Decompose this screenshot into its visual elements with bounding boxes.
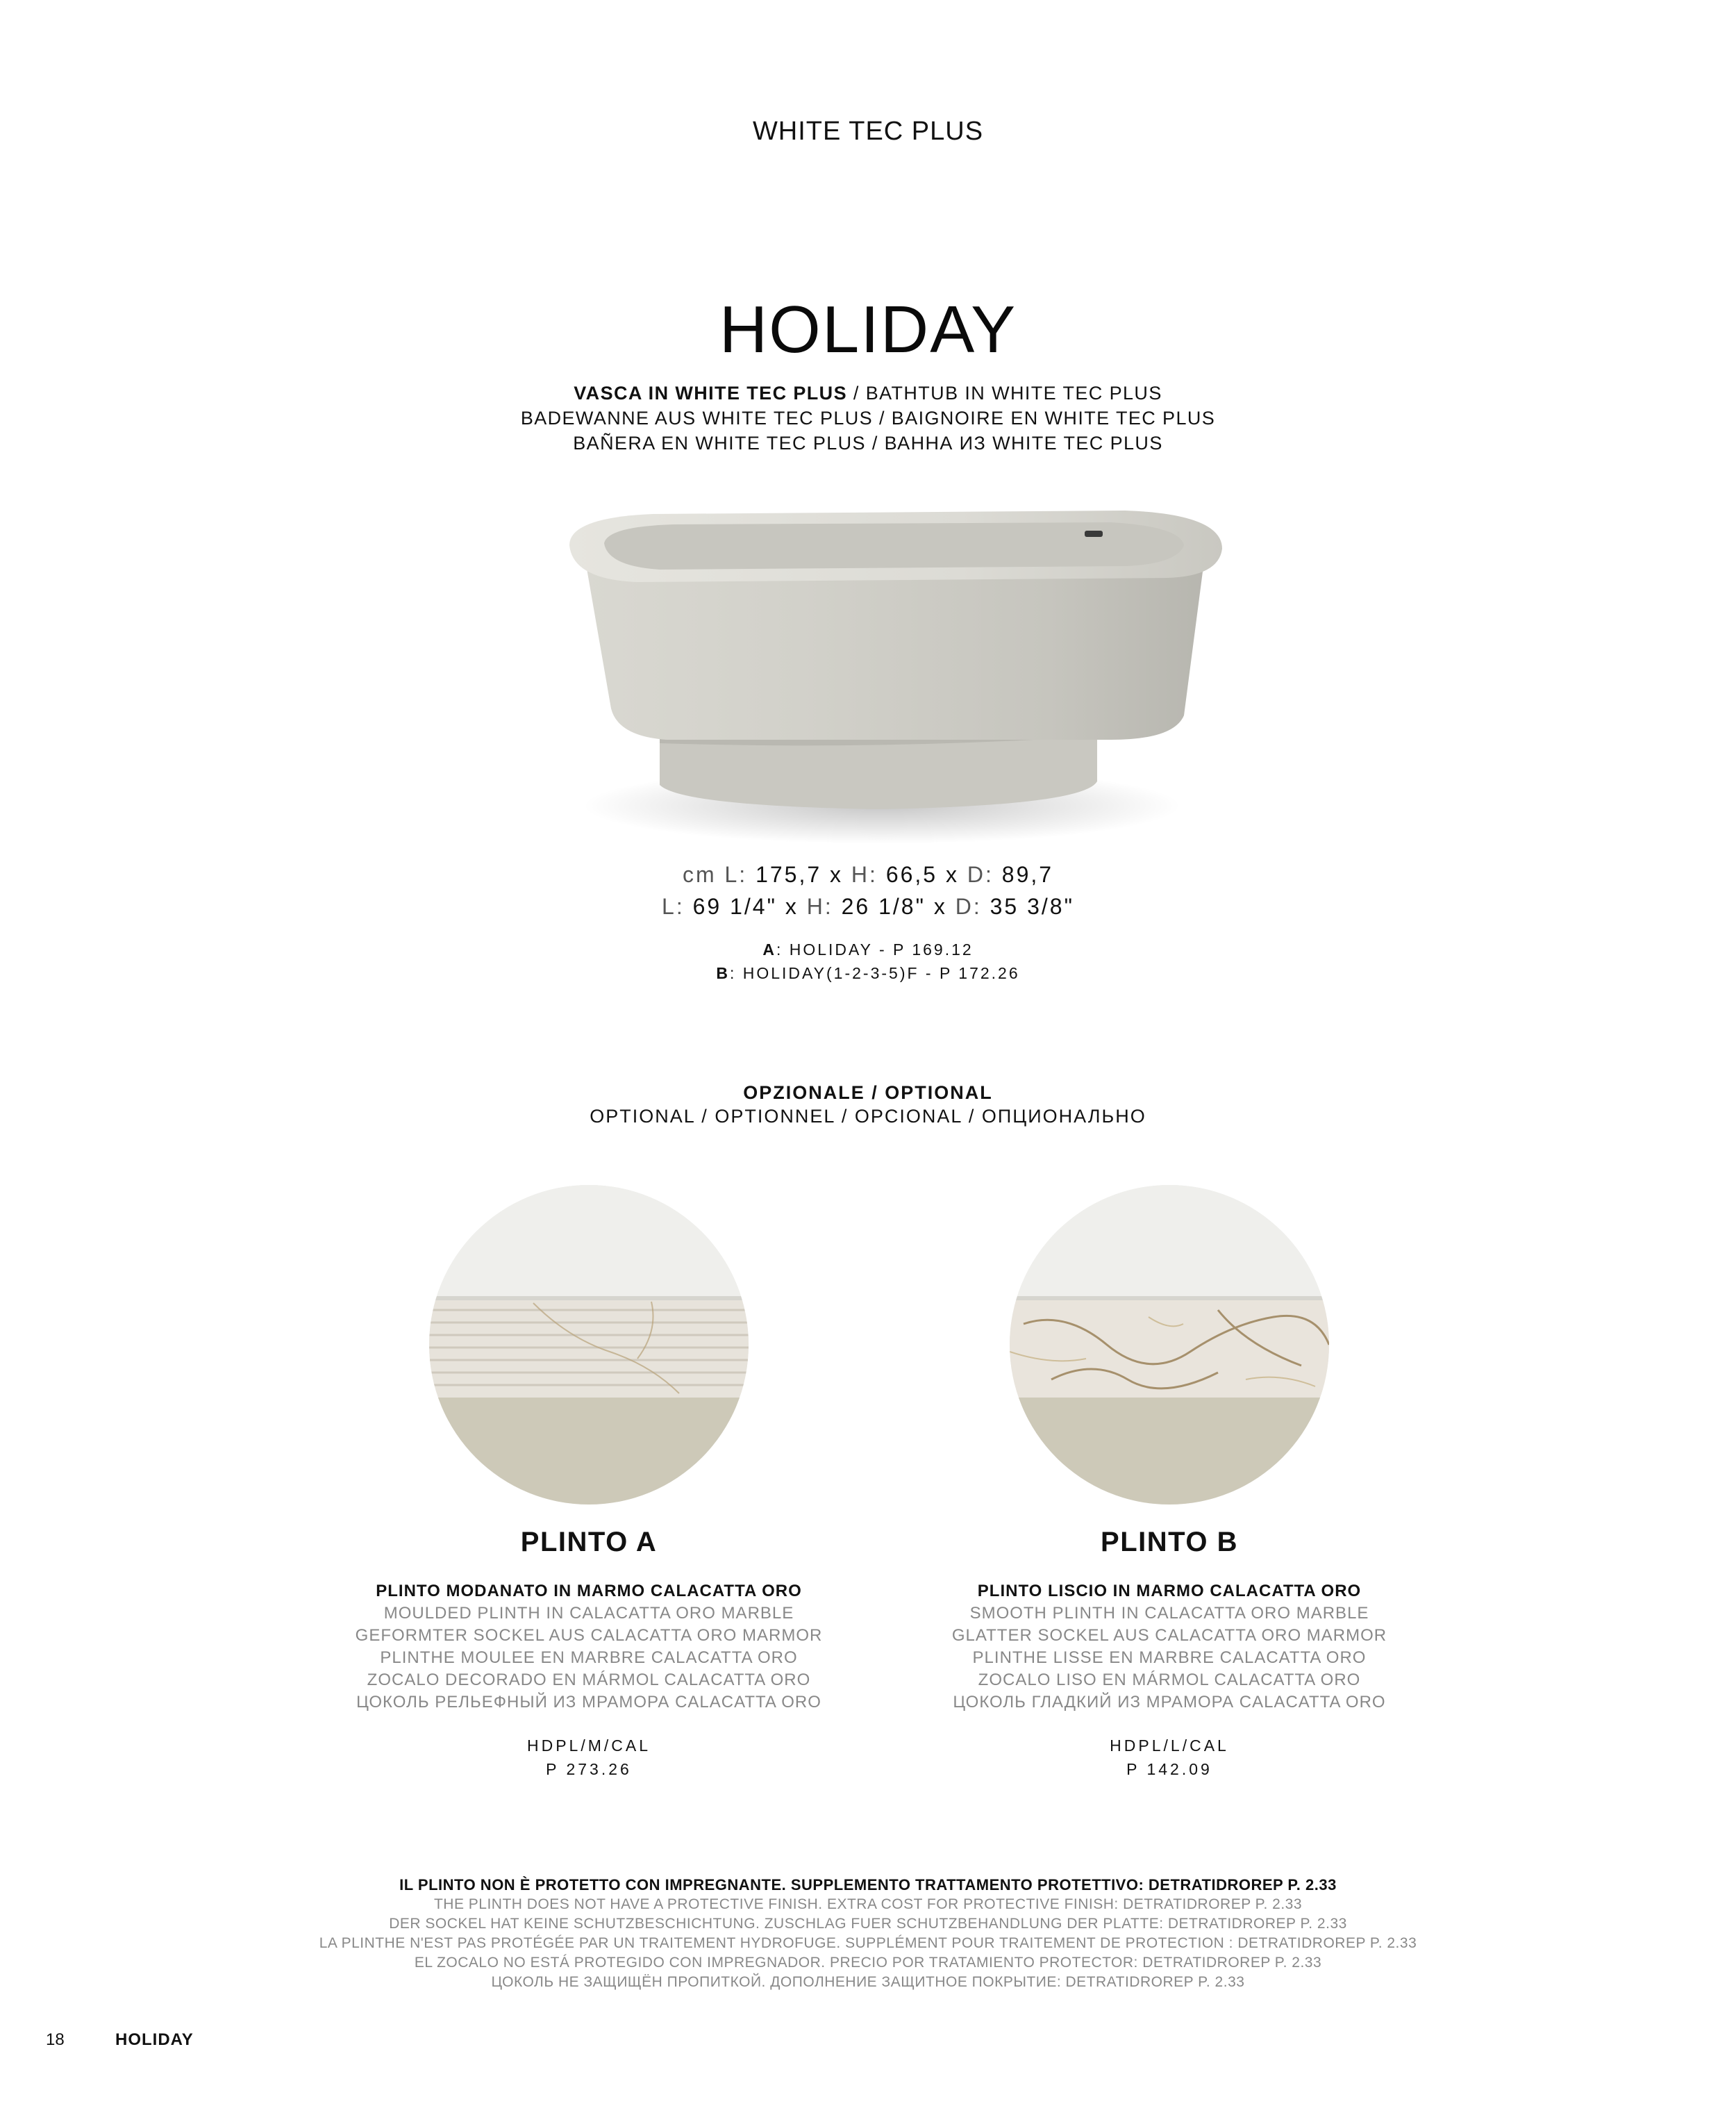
plinth-a-price: P 273.26	[546, 1760, 632, 1778]
dim-in-d-label: D:	[955, 894, 982, 919]
plinth-a-desc-line: ZOCALO DECORADO EN MÁRMOL CALACATTA ORO	[367, 1671, 811, 1689]
dim-cm-l-label: L:	[724, 862, 748, 887]
plinth-a-image	[429, 1185, 749, 1505]
dim-cm-h-value: 66,5	[885, 862, 938, 887]
plinth-a-desc-line: ЦОКОЛЬ РЕЛЬЕФНЫЙ ИЗ МРАМОРА CALACATTA ORO	[356, 1693, 821, 1711]
plinth-b-code-block	[878, 1734, 1461, 1781]
note-line: THE PLINTH DOES NOT HAVE A PROTECTIVE FINISH. EXTRA COST FOR PROTECTIVE FINISH: DETRATIDROREP P. 2.33	[433, 1896, 1303, 1912]
note-line: EL ZOCALO NO ESTÁ PROTEGIDO CON IMPREGNADOR. PRECIO POR TRATAMIENTO PROTECTOR: DETRATIDROREP P. 2.33	[414, 1955, 1322, 1971]
plinth-a-code-block	[297, 1734, 880, 1781]
note-line: ЦОКОЛЬ НЕ ЗАЩИЩЁН ПРОПИТКОЙ. ДОПОЛНЕНИЕ ЗАЩИТНОЕ ПОКРЫТИЕ: DETRATIDROREP P. 2.33	[491, 1974, 1245, 1990]
bathtub-image	[556, 500, 1236, 854]
plinth-b-code: HDPL/L/CAL	[1110, 1736, 1229, 1755]
plinth-a-code: HDPL/M/CAL	[526, 1736, 651, 1755]
note-line: IL PLINTO NON È PROTETTO CON IMPREGNANTE. SUPPLEMENTO TRATTAMENTO PROTETTIVO: DETRATIDROREP P. 2.33	[399, 1876, 1337, 1893]
dim-cm-unit: cm	[682, 862, 717, 887]
subtitle-line-3: BAÑERA EN WHITE TEC PLUS / ВАННА ИЗ WHITE TEC PLUS	[573, 433, 1163, 454]
plinth-b-price: P 142.09	[1126, 1760, 1212, 1778]
dim-cm-d-value: 89,7	[1001, 862, 1054, 887]
dimensions	[0, 859, 1736, 922]
dim-sep: x	[785, 894, 799, 919]
optional-line-1: OPZIONALE / OPTIONAL	[743, 1082, 993, 1103]
dim-sep: x	[830, 862, 844, 887]
page-number: 18	[46, 2030, 65, 2049]
subtitle-line-2: BADEWANNE AUS WHITE TEC PLUS / BAIGNOIRE EN WHITE TEC PLUS	[520, 408, 1216, 429]
optional-line-2: OPTIONAL / OPTIONNEL / OPCIONAL / ОПЦИОНАЛЬНО	[590, 1106, 1146, 1127]
plinth-b-desc-line: SMOOTH PLINTH IN CALACATTA ORO MARBLE	[969, 1604, 1369, 1623]
dim-sep: x	[945, 862, 959, 887]
dim-cm-l-value: 175,7	[756, 862, 822, 887]
plinth-a-desc-line: MOULDED PLINTH IN CALACATTA ORO MARBLE	[383, 1604, 794, 1623]
plinth-b-illustration	[1010, 1185, 1329, 1505]
product-title: HOLIDAY	[719, 292, 1017, 367]
product-codes	[0, 938, 1736, 985]
plinth-a-desc-line: PLINTHE MOULEE EN MARBRE CALACATTA ORO	[380, 1648, 798, 1667]
plinth-b-desc-line: GLATTER SOCKEL AUS CALACATTA ORO MARMOR	[951, 1626, 1387, 1645]
plinth-a-illustration	[429, 1185, 749, 1505]
dim-in-h-value: 26 1/8"	[841, 894, 926, 919]
plinth-b-description	[878, 1580, 1461, 1714]
dim-in-l-value: 69 1/4"	[692, 894, 777, 919]
dimensions-cm	[0, 859, 1736, 890]
protective-finish-note	[0, 1875, 1736, 1992]
dim-in-l-label: L:	[662, 894, 685, 919]
plinth-b-desc-line: PLINTHE LISSE EN MARBRE CALACATTA ORO	[972, 1648, 1367, 1667]
plinth-b-desc-line: PLINTO LISCIO IN MARMO CALACATTA ORO	[977, 1582, 1362, 1600]
dim-sep: x	[933, 894, 947, 919]
subtitle-bold: VASCA IN WHITE TEC PLUS	[574, 383, 847, 404]
note-line: LA PLINTHE N'EST PAS PROTÉGÉE PAR UN TRAITEMENT HYDROFUGE. SUPPLÉMENT POUR TRAITEMENT DE PROTECTION : DETRATIDROREP P. 2.33	[319, 1935, 1417, 1951]
code-b-text: : HOLIDAY(1-2-3-5)F - P 172.26	[729, 964, 1020, 982]
footer-title: HOLIDAY	[115, 2030, 194, 2049]
code-a-text: : HOLIDAY - P 169.12	[776, 940, 974, 959]
dim-cm-h-label: H:	[851, 862, 878, 887]
product-subtitle	[0, 381, 1736, 456]
dimensions-inch	[0, 890, 1736, 922]
code-a	[0, 938, 1736, 961]
plinth-b-image	[1010, 1185, 1329, 1505]
subtitle-line-1	[0, 381, 1736, 406]
plinth-b-desc-line: ZOCALO LISO EN MÁRMOL CALACATTA ORO	[978, 1671, 1361, 1689]
dim-cm-d-label: D:	[967, 862, 994, 887]
plinth-a-desc-line: GEFORMTER SOCKEL AUS CALACATTA ORO MARMOR	[355, 1626, 823, 1645]
plinth-b-title: PLINTO B	[1101, 1527, 1238, 1557]
dim-in-h-label: H:	[806, 894, 833, 919]
code-b	[0, 961, 1736, 985]
plinth-b-desc-line: ЦОКОЛЬ ГЛАДКИЙ ИЗ МРАМОРА CALACATTA ORO	[953, 1693, 1386, 1711]
section-header: WHITE TEC PLUS	[752, 117, 984, 146]
plinth-a-title: PLINTO A	[520, 1527, 658, 1557]
dim-in-d-value: 35 3/8"	[990, 894, 1074, 919]
code-b-key: B	[716, 964, 730, 982]
note-line: DER SOCKEL HAT KEINE SCHUTZBESCHICHTUNG. ZUSCHLAG FUER SCHUTZBEHANDLUNG DER PLATTE: DETRATIDROREP P. 2.33	[389, 1916, 1347, 1932]
plinth-a-desc-line: PLINTO MODANATO IN MARMO CALACATTA ORO	[376, 1582, 802, 1600]
plinth-a-description	[297, 1580, 880, 1714]
subtitle-rest: / BATHTUB IN WHITE TEC PLUS	[846, 383, 1162, 404]
optional-heading	[0, 1081, 1736, 1128]
code-a-key: A	[762, 940, 776, 959]
